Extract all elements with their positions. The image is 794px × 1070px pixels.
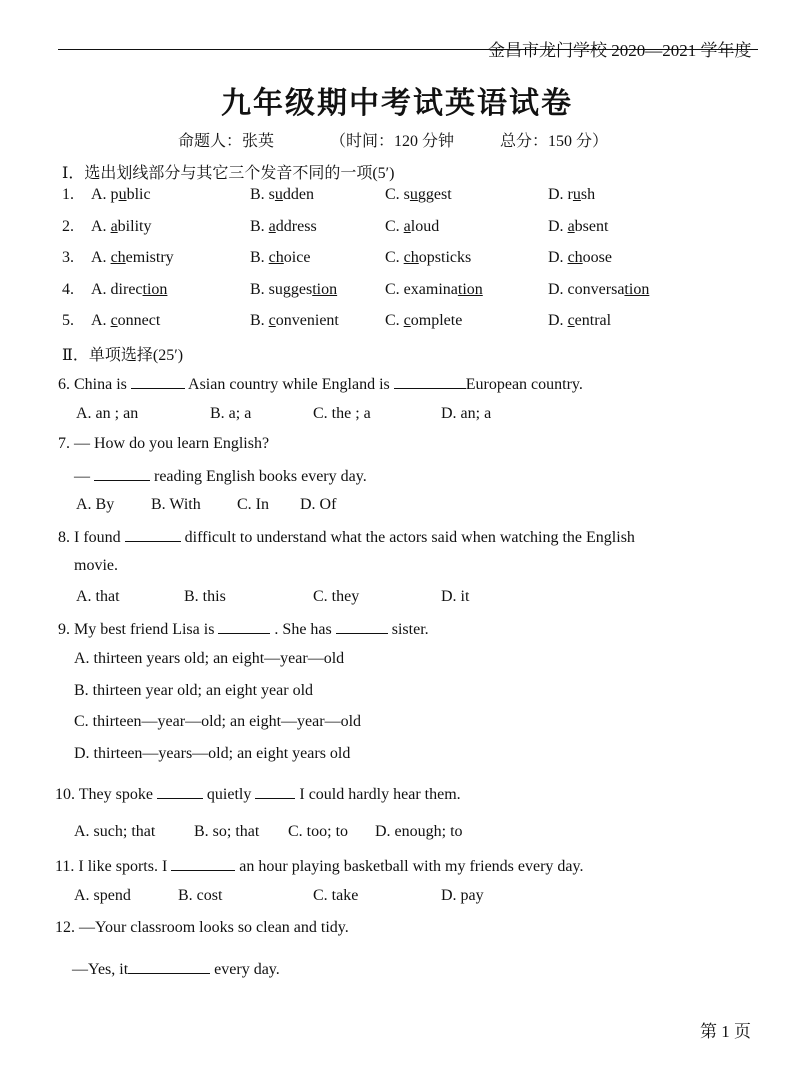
q9-blank-1 (218, 619, 270, 634)
question-7: 7. — How do you learn English? (58, 435, 270, 452)
row-1-number: 1. (62, 186, 74, 203)
q10-text-3: I could hardly hear them. (295, 786, 461, 803)
q6-text-3: European country. (465, 376, 583, 393)
q7-text-2: reading English books every day. (150, 468, 367, 485)
q10-option-c: C. too; to (288, 823, 349, 840)
option-mark: ch (268, 249, 284, 266)
question-8 (58, 527, 635, 547)
option-mark: a (567, 218, 575, 235)
option-mark: ch (403, 249, 419, 266)
question-12-answer-line (72, 959, 280, 979)
option-pre: A. (91, 218, 111, 235)
option-pre: C. (385, 218, 404, 235)
q9-option-b: B. thirteen year old; an eight year old (74, 682, 314, 699)
option-post: dden (282, 186, 315, 203)
option-pre: D. r (548, 186, 573, 203)
option-post: bility (117, 218, 152, 235)
option-post: onnect (117, 312, 161, 329)
row-4-option-b (250, 281, 337, 299)
option-post: opsticks (418, 249, 472, 266)
question-8-line2: movie. (74, 557, 118, 574)
q10-text-1: 10. They spoke (55, 786, 157, 803)
q7-option-d: D. Of (300, 496, 337, 513)
q10-option-a: A. such; that (74, 823, 156, 840)
q11-option-d: D. pay (441, 887, 484, 904)
option-mark: a (403, 218, 411, 235)
row-4-option-d (548, 281, 649, 299)
row-3-option-b (250, 249, 310, 267)
option-mark: c (110, 312, 118, 329)
question-11 (55, 856, 583, 876)
option-mark: u (118, 186, 127, 203)
q7-option-b: B. With (151, 496, 201, 513)
option-pre: D. (548, 249, 568, 266)
q10-text-2: quietly (202, 786, 256, 803)
option-post: bsent (574, 218, 609, 235)
q9-blank-2 (336, 619, 388, 634)
q9-text-3: sister. (387, 621, 429, 638)
row-2-number: 2. (62, 218, 74, 235)
score-label: 总分：150 分） (500, 133, 609, 150)
option-pre: C. (385, 249, 404, 266)
time-label: （时间：120 分钟 (330, 133, 455, 150)
option-pre: C. examina (385, 281, 458, 298)
q11-blank (171, 856, 235, 871)
option-mark: tion (312, 281, 338, 298)
q11-option-a: A. spend (74, 887, 131, 904)
option-pre: A. p (91, 186, 119, 203)
option-pre: B. (250, 249, 269, 266)
q11-option-c: C. take (313, 887, 359, 904)
option-post: ggest (417, 186, 452, 203)
row-3-option-d (548, 249, 612, 267)
q6-option-a: A. an ; an (76, 405, 139, 422)
q6-option-d: D. an; a (441, 405, 492, 422)
option-mark: a (268, 218, 276, 235)
option-pre: A. (91, 249, 111, 266)
row-1-option-a (91, 186, 151, 204)
row-2-option-d (548, 218, 608, 236)
option-post: sh (580, 186, 596, 203)
option-mark: ch (110, 249, 126, 266)
q11-option-b: B. cost (178, 887, 223, 904)
q10-option-b: B. so; that (194, 823, 260, 840)
option-pre: D. conversa (548, 281, 625, 298)
row-3-option-a (91, 249, 174, 267)
row-5-option-a (91, 312, 160, 330)
option-post: ddress (275, 218, 317, 235)
q7-text-1: — (74, 468, 94, 485)
q12-text-1: —Yes, it (72, 961, 129, 978)
option-pre: A. direc (91, 281, 143, 298)
option-mark: c (403, 312, 411, 329)
q7-option-a: A. By (76, 496, 115, 513)
q8-blank (125, 527, 181, 542)
option-mark: ch (567, 249, 583, 266)
q6-text-1: 6. China is (58, 376, 131, 393)
q11-text-1: 11. I like sports. I (55, 858, 172, 875)
option-mark: u (572, 186, 581, 203)
school-header: 金昌市龙门学校 2020—2021 学年度 (488, 41, 752, 60)
q7-option-c: C. In (237, 496, 269, 513)
q8-option-c: C. they (313, 588, 360, 605)
q8-text-1: 8. I found (58, 529, 125, 546)
row-5-option-d (548, 312, 611, 330)
q8-option-a: A. that (76, 588, 120, 605)
q12-text-2: every day. (210, 961, 280, 978)
option-mark: c (268, 312, 276, 329)
option-mark: u (409, 186, 418, 203)
q8-text-2: difficult to understand what the actors said when watching the English (180, 529, 635, 546)
option-mark: c (567, 312, 575, 329)
q10-blank-2 (255, 784, 295, 799)
q12-blank (128, 959, 210, 974)
option-post: entral (574, 312, 612, 329)
q6-text-2: Asian country while England is (184, 376, 394, 393)
option-pre: A. (91, 312, 111, 329)
option-post: onvenient (275, 312, 339, 329)
q9-option-c: C. thirteen—year—old; an eight—year—old (74, 713, 362, 730)
row-5-option-c (385, 312, 462, 330)
option-pre: D. (548, 218, 568, 235)
row-2-option-b (250, 218, 317, 236)
q7-blank (94, 466, 150, 481)
option-post: emistry (125, 249, 174, 266)
question-7-answer-line (74, 466, 367, 486)
row-4-option-a (91, 281, 167, 299)
q9-option-a: A. thirteen years old; an eight—year—old (74, 650, 345, 667)
option-pre: B. s (250, 186, 275, 203)
q6-blank-2 (394, 374, 466, 389)
row-5-option-b (250, 312, 339, 330)
option-post: oose (582, 249, 612, 266)
option-pre: B. (250, 218, 269, 235)
q6-blank-1 (131, 374, 185, 389)
option-post: loud (410, 218, 440, 235)
question-6 (58, 374, 583, 394)
q9-option-d: D. thirteen—years—old; an eight years old (74, 745, 351, 762)
q9-text-2: . She has (270, 621, 336, 638)
q8-option-d: D. it (441, 588, 470, 605)
section2-heading: Ⅱ．单项选择(25′) (62, 347, 184, 364)
option-mark: a (110, 218, 118, 235)
row-4-option-c (385, 281, 483, 299)
question-12: 12. —Your classroom looks so clean and tidy. (55, 919, 349, 936)
section1-heading: Ⅰ．选出划线部分与其它三个发音不同的一项(5′) (62, 165, 395, 182)
author-label: 命题人：张英 (178, 133, 275, 150)
question-10 (55, 784, 461, 804)
option-pre: C. s (385, 186, 410, 203)
option-post: oice (283, 249, 311, 266)
option-pre: B. (250, 312, 269, 329)
option-pre: C. (385, 312, 404, 329)
row-4-number: 4. (62, 281, 74, 298)
page-number: 第 1 页 (700, 1022, 751, 1041)
q9-text-1: 9. My best friend Lisa is (58, 621, 219, 638)
option-mark: u (274, 186, 283, 203)
row-3-option-c (385, 249, 471, 267)
row-1-option-c (385, 186, 452, 204)
q8-option-b: B. this (184, 588, 226, 605)
option-post: omplete (410, 312, 463, 329)
q6-option-b: B. a; a (210, 405, 252, 422)
q10-option-d: D. enough; to (375, 823, 463, 840)
row-3-number: 3. (62, 249, 74, 266)
q10-blank-1 (157, 784, 203, 799)
q6-option-c: C. the ; a (313, 405, 371, 422)
row-2-option-c (385, 218, 439, 236)
row-5-number: 5. (62, 312, 74, 329)
q11-text-2: an hour playing basketball with my friends every day. (235, 858, 584, 875)
row-2-option-a (91, 218, 151, 236)
option-post: blic (126, 186, 151, 203)
exam-title: 九年级期中考试英语试卷 (221, 86, 573, 121)
question-9 (58, 619, 429, 639)
option-pre: D. (548, 312, 568, 329)
option-mark: tion (142, 281, 168, 298)
option-mark: tion (624, 281, 650, 298)
option-mark: tion (457, 281, 483, 298)
option-pre: B. sugges (250, 281, 313, 298)
row-1-option-d (548, 186, 595, 204)
row-1-option-b (250, 186, 314, 204)
